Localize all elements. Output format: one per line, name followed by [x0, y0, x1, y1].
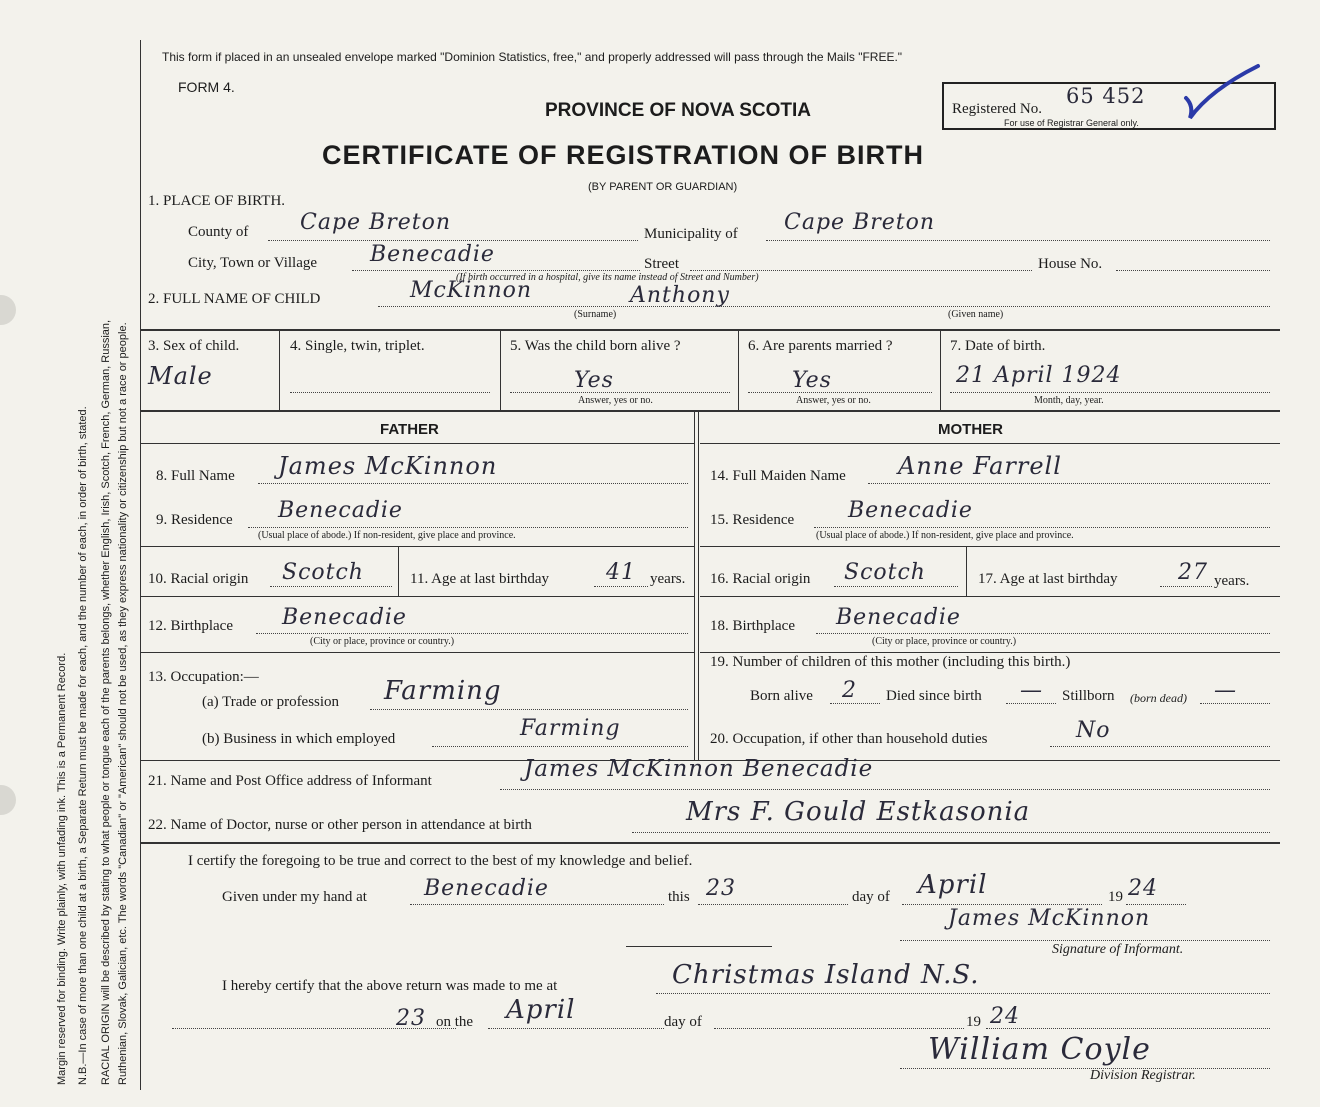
registrar-signature-label: Division Registrar. [1090, 1068, 1196, 1083]
father-age[interactable]: 41 [606, 560, 636, 585]
informant-signature-label: Signature of Informant. [1052, 942, 1184, 957]
mother-residence-line [814, 527, 1270, 528]
city-value[interactable]: Benecadie [370, 242, 495, 267]
province-heading: PROVINCE OF NOVA SCOTIA [545, 100, 812, 121]
county-value[interactable]: Cape Breton [300, 210, 452, 235]
cell-divider [398, 546, 399, 596]
on-the-label: on the [436, 1014, 474, 1030]
registrar-text: I hereby certify that the above return was made to me at [222, 978, 558, 994]
mother-age[interactable]: 27 [1178, 560, 1208, 585]
father-business[interactable]: Farming [520, 716, 621, 741]
certify-month[interactable]: April [918, 870, 988, 900]
stillborn-note: (born dead) [1130, 691, 1187, 705]
this-label: this [668, 889, 690, 905]
municipality-value[interactable]: Cape Breton [784, 210, 936, 235]
single-line [290, 392, 490, 393]
mother-name[interactable]: Anne Farrell [898, 452, 1062, 480]
born-alive-value[interactable]: 2 [842, 678, 857, 703]
father-years-label: years. [650, 571, 686, 587]
divider [140, 329, 1280, 331]
punch-hole [0, 295, 16, 325]
street-line [690, 270, 1032, 271]
mother-residence-note: (Usual place of abode.) If non-resident, give place and province. [816, 530, 1074, 541]
father-age-line [594, 586, 648, 587]
place-heading: 1. PLACE OF BIRTH. [148, 193, 286, 209]
father-name-line [258, 483, 688, 484]
single-label: 4. Single, twin, triplet. [290, 338, 425, 354]
registrar-blank-line [714, 1028, 964, 1029]
stillborn-line [1200, 703, 1270, 704]
mother-birthplace[interactable]: Benecadie [836, 605, 961, 630]
father-birthplace-line [256, 633, 688, 634]
born-alive-line [830, 703, 880, 704]
divider [700, 443, 1280, 444]
stillborn-label: Stillborn [1062, 688, 1115, 704]
given-place[interactable]: Benecadie [424, 876, 549, 901]
father-age-label: 11. Age at last birthday [410, 571, 549, 587]
mother-race-line [834, 586, 958, 587]
municipality-line [766, 240, 1270, 241]
registrar-place-line [656, 993, 1270, 994]
given-place-line [410, 904, 664, 905]
died-value[interactable]: — [1020, 678, 1043, 703]
informant-signature-line [900, 940, 1270, 941]
registrar-month[interactable]: April [506, 995, 576, 1025]
mother-birthplace-label: 18. Birthplace [710, 618, 795, 634]
mother-name-line [868, 483, 1270, 484]
dob-note: Month, day, year. [1034, 395, 1104, 406]
father-trade[interactable]: Farming [384, 676, 502, 706]
year-line [1126, 904, 1186, 905]
certificate-subtitle: (BY PARENT OR GUARDIAN) [588, 181, 738, 193]
divider [700, 596, 1280, 597]
margin-note-1: Margin reserved for binding. Write plainly, with unfading ink. This is a Permanent Record. [56, 652, 68, 1085]
margin-note-2: N.B.—In case of more than one child at a birth, a Separate Return must be made for each, and the number of each, in order of birth, stated. [77, 406, 89, 1085]
cell-divider [738, 330, 739, 410]
registrar-signature[interactable]: William Coyle [928, 1032, 1151, 1067]
mother-race-label: 16. Racial origin [710, 571, 811, 587]
city-label: City, Town or Village [188, 255, 318, 271]
doctor-line [632, 832, 1270, 833]
sex-label: 3. Sex of child. [148, 338, 240, 354]
divider [140, 546, 694, 547]
father-residence-label: 9. Residence [156, 512, 233, 528]
alive-note: Answer, yes or no. [578, 395, 653, 406]
informant-label: 21. Name and Post Office address of Informant [148, 773, 432, 789]
registered-note: For use of Registrar General only. [1004, 118, 1139, 128]
child-given-name[interactable]: Anthony [630, 283, 730, 308]
column-divider [694, 410, 699, 760]
alive-value[interactable]: Yes [574, 368, 614, 393]
mother-birthplace-note: (City or place, province or country.) [872, 636, 1017, 647]
mother-race[interactable]: Scotch [844, 560, 926, 585]
municipality-label: Municipality of [644, 226, 738, 242]
father-business-line [432, 746, 688, 747]
registrar-place[interactable]: Christmas Island N.S. [672, 960, 980, 990]
married-label: 6. Are parents married ? [748, 338, 893, 354]
alive-line [510, 392, 730, 393]
father-residence-note: (Usual place of abode.) If non-resident, give place and province. [258, 530, 516, 541]
cell-divider [966, 546, 967, 596]
father-birthplace-note: (City or place, province or country.) [310, 636, 455, 647]
informant-signature[interactable]: James McKinnon [948, 906, 1151, 931]
certify-text: I certify the foregoing to be true and correct to the best of my knowledge and belief. [188, 853, 693, 869]
divider [140, 443, 694, 444]
divider [140, 596, 694, 597]
divider [700, 546, 1280, 547]
registrar-year-prefix: 19 [966, 1014, 981, 1030]
father-name-label: 8. Full Name [156, 468, 235, 484]
mother-age-label: 17. Age at last birthday [978, 571, 1118, 587]
mother-name-label: 14. Full Maiden Name [710, 468, 846, 484]
married-line [748, 392, 932, 393]
margin-note-4: Ruthenian, Slovak, Galician, etc. The words "Canadian" or "American" should not be used, as they express nationality or citizenship but not a race or people. [117, 322, 129, 1085]
father-heading: FATHER [380, 421, 439, 438]
mother-birthplace-line [816, 633, 1270, 634]
dob-line [950, 392, 1270, 393]
given-under-label: Given under my hand at [222, 889, 367, 905]
registrar-month-line [488, 1028, 664, 1029]
punch-hole [0, 785, 16, 815]
died-label: Died since birth [886, 688, 982, 704]
father-race-label: 10. Racial origin [148, 571, 249, 587]
registrar-signature-line [900, 1068, 1270, 1069]
mother-occupation[interactable]: No [1076, 718, 1111, 743]
born-alive-label: Born alive [750, 688, 813, 704]
form-number: FORM 4. [178, 79, 235, 95]
registrar-day-of-label: day of [664, 1014, 702, 1030]
house-line [1116, 270, 1270, 271]
mother-residence-label: 15. Residence [710, 512, 795, 528]
father-race-line [270, 586, 392, 587]
father-residence-line [248, 527, 688, 528]
father-name[interactable]: James McKinnon [278, 452, 498, 480]
margin-note-3: RACIAL ORIGIN will be described by stating to what people or tongue each of the parents belongs, whether English, Irish, Scotch, French, German, Russian, [100, 319, 112, 1085]
cell-divider [940, 330, 941, 410]
informant-value[interactable]: James McKinnon Benecadie [524, 756, 874, 782]
sex-value[interactable]: Male [148, 362, 213, 390]
father-occupation-label: 13. Occupation:— [148, 669, 259, 685]
registrar-year-line [986, 1028, 1270, 1029]
month-line [902, 904, 1102, 905]
day-of-label: day of [852, 889, 890, 905]
father-residence[interactable]: Benecadie [278, 498, 403, 523]
surname-caption: (Surname) [574, 309, 617, 320]
hospital-note: (If birth occurred in a hospital, give its name instead of Street and Number) [456, 272, 759, 283]
registrar-year[interactable]: 24 [990, 1004, 1020, 1029]
mother-heading: MOTHER [938, 421, 1003, 438]
mother-residence[interactable]: Benecadie [848, 498, 973, 523]
child-name-line [378, 306, 1270, 307]
house-label: House No. [1038, 256, 1103, 272]
mail-notice: This form if placed in an unsealed envelope marked "Dominion Statistics, free," and properly addressed will pass through the Mails "FREE." [162, 50, 903, 64]
cell-divider [500, 330, 501, 410]
certificate-title: CERTIFICATE OF REGISTRATION OF BIRTH [322, 140, 924, 170]
stillborn-value[interactable]: — [1214, 678, 1237, 703]
certify-year[interactable]: 24 [1128, 876, 1158, 901]
father-race[interactable]: Scotch [282, 560, 364, 585]
check-mark-icon [1180, 60, 1270, 130]
father-birthplace-label: 12. Birthplace [148, 618, 233, 634]
child-name-label: 2. FULL NAME OF CHILD [148, 291, 321, 307]
child-surname[interactable]: McKinnon [410, 278, 533, 303]
informant-line [500, 789, 1270, 790]
dob-label: 7. Date of birth. [950, 338, 1046, 354]
married-note: Answer, yes or no. [796, 395, 871, 406]
registrar-day[interactable]: 23 [396, 1006, 426, 1031]
registered-number: 65 452 [1066, 84, 1146, 108]
father-trade-line [370, 709, 688, 710]
father-business-label: (b) Business in which employed [202, 731, 396, 747]
father-birthplace[interactable]: Benecadie [282, 605, 407, 630]
street-label: Street [644, 256, 679, 272]
married-value[interactable]: Yes [792, 368, 832, 393]
registered-label: Registered No. [952, 101, 1042, 117]
county-label: County of [188, 224, 249, 240]
year-prefix: 19 [1108, 889, 1123, 905]
city-line [352, 270, 640, 271]
doctor-label: 22. Name of Doctor, nurse or other person in attendance at birth [148, 817, 532, 833]
form-left-border [140, 40, 141, 1090]
day-line [698, 904, 848, 905]
divider [140, 410, 1280, 412]
divider [140, 842, 1280, 844]
alive-label: 5. Was the child born alive ? [510, 338, 681, 354]
mother-years-label: years. [1214, 573, 1250, 589]
divider [626, 946, 772, 947]
given-caption: (Given name) [948, 309, 1004, 320]
mother-age-line [1160, 586, 1212, 587]
children-count-label: 19. Number of children of this mother (including this birth.) [710, 654, 1071, 670]
mother-occupation-line [1050, 746, 1270, 747]
divider [140, 652, 694, 653]
doctor-value[interactable]: Mrs F. Gould Estkasonia [686, 797, 1031, 827]
dob-value[interactable]: 21 April 1924 [956, 363, 1122, 388]
divider [700, 652, 1280, 653]
county-line [268, 240, 638, 241]
died-line [1006, 703, 1056, 704]
cell-divider [279, 330, 280, 410]
certify-day[interactable]: 23 [706, 876, 736, 901]
mother-occupation-label: 20. Occupation, if other than household duties [710, 731, 988, 747]
father-trade-label: (a) Trade or profession [202, 694, 340, 710]
